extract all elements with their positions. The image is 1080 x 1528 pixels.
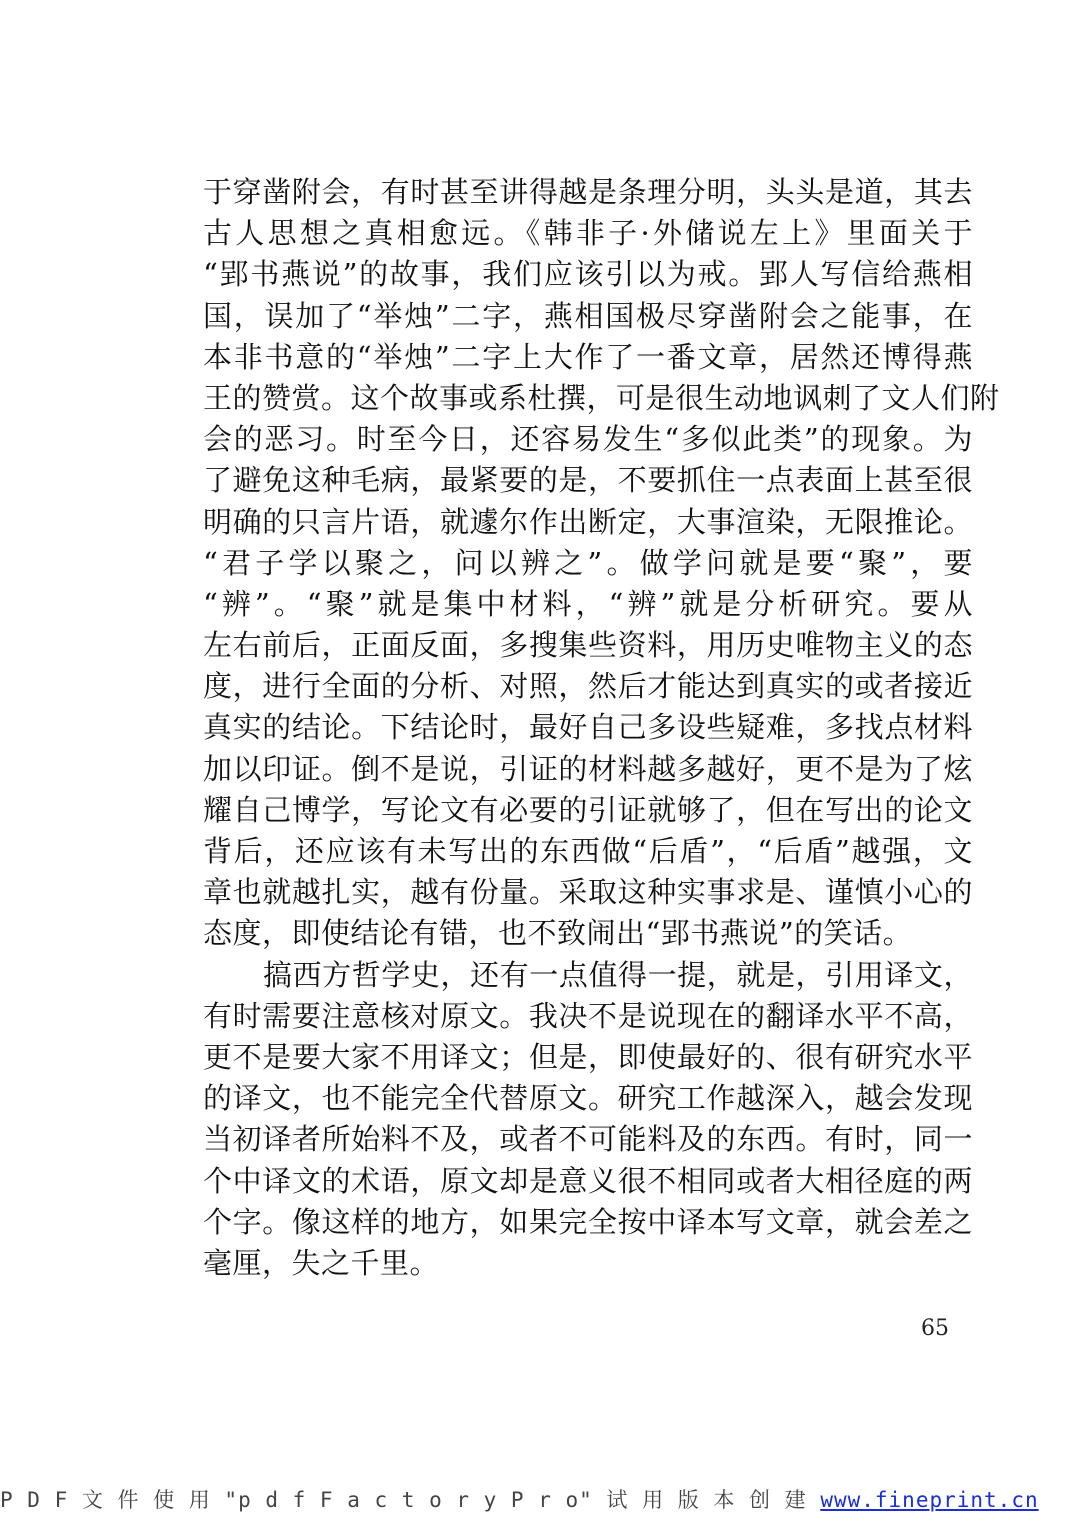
body-line: 耀自己博学，写论文有必要的引证就够了，但在写出的论文 bbox=[203, 792, 973, 827]
watermark-link[interactable]: www.fineprint.cn bbox=[820, 1488, 1039, 1512]
body-line: 明确的只言片语，就遽尔作出断定，大事渲染，无限推论。 bbox=[203, 504, 973, 539]
body-line: 加以印证。倒不是说，引证的材料越多越好，更不是为了炫 bbox=[203, 751, 973, 786]
watermark-text: P D F 文 件 使 用 "p d f F a c t o r y P r o" 试 用 版 本 创 建 bbox=[0, 1488, 807, 1512]
body-line: 个中译文的术语，原文却是意义很不相同或者大相径庭的两 bbox=[203, 1163, 973, 1198]
body-line: 于穿凿附会，有时甚至讲得越是条理分明，头头是道，其去 bbox=[203, 175, 973, 209]
body-line: 有时需要注意核对原文。我决不是说现在的翻译水平不高， bbox=[203, 998, 973, 1033]
body-line: “郢书燕说”的故事，我们应该引以为戒。郢人写信给燕相 bbox=[203, 257, 973, 292]
body-line: 真实的结论。下结论时，最好自己多设些疑难，多找点材料 bbox=[203, 710, 973, 745]
body-line: 毫厘，失之千里。 bbox=[203, 1245, 440, 1280]
body-line: “君子学以聚之，问以辨之”。做学问就是要“聚”，要 bbox=[203, 545, 973, 580]
body-line: 本非书意的“举烛”二字上大作了一番文章，居然还博得燕 bbox=[203, 339, 973, 374]
body-line: 个字。像这样的地方，如果完全按中译本写文章，就会差之 bbox=[203, 1204, 973, 1239]
paragraph-first-line: 搞西方哲学史，还有一点值得一提，就是，引用译文， bbox=[263, 957, 973, 992]
body-line: 左右前后，正面反面，多搜集些资料，用历史唯物主义的态 bbox=[203, 628, 973, 663]
body-line: 古人思想之真相愈远。《韩非子·外储说左上》里面关于 bbox=[203, 216, 973, 251]
body-line: 的译文，也不能完全代替原文。研究工作越深入，越会发现 bbox=[203, 1081, 973, 1116]
body-line: 王的赞赏。这个故事或系杜撰，可是很生动地讽刺了文人们附 bbox=[203, 380, 1000, 415]
body-line: 会的恶习。时至今日，还容易发生“多似此类”的现象。为 bbox=[203, 422, 973, 457]
body-line: “辨”。“聚”就是集中材料，“辨”就是分析研究。要从 bbox=[203, 586, 973, 621]
body-line: 了避免这种毛病，最紧要的是，不要抓住一点表面上甚至很 bbox=[203, 463, 973, 498]
body-line: 更不是要大家不用译文；但是，即使最好的、很有研究水平 bbox=[203, 1039, 973, 1074]
body-line: 度，进行全面的分析、对照，然后才能达到真实的或者接近 bbox=[203, 669, 973, 704]
body-line: 当初译者所始料不及，或者不可能料及的东西。有时，同一 bbox=[203, 1122, 973, 1157]
body-line: 章也就越扎实，越有份量。采取这种实事求是、谨慎小心的 bbox=[203, 875, 973, 910]
body-line: 态度，即使结论有错，也不致闹出“郢书燕说”的笑话。 bbox=[203, 916, 913, 951]
page-number: 65 bbox=[921, 1316, 949, 1341]
pdf-watermark bbox=[0, 1484, 1039, 1514]
body-line: 国，误加了“举烛”二字，燕相国极尽穿凿附会之能事，在 bbox=[203, 298, 973, 333]
body-text bbox=[203, 172, 1000, 1284]
body-line: 背后，还应该有未写出的东西做“后盾”，“后盾”越强，文 bbox=[203, 834, 973, 868]
